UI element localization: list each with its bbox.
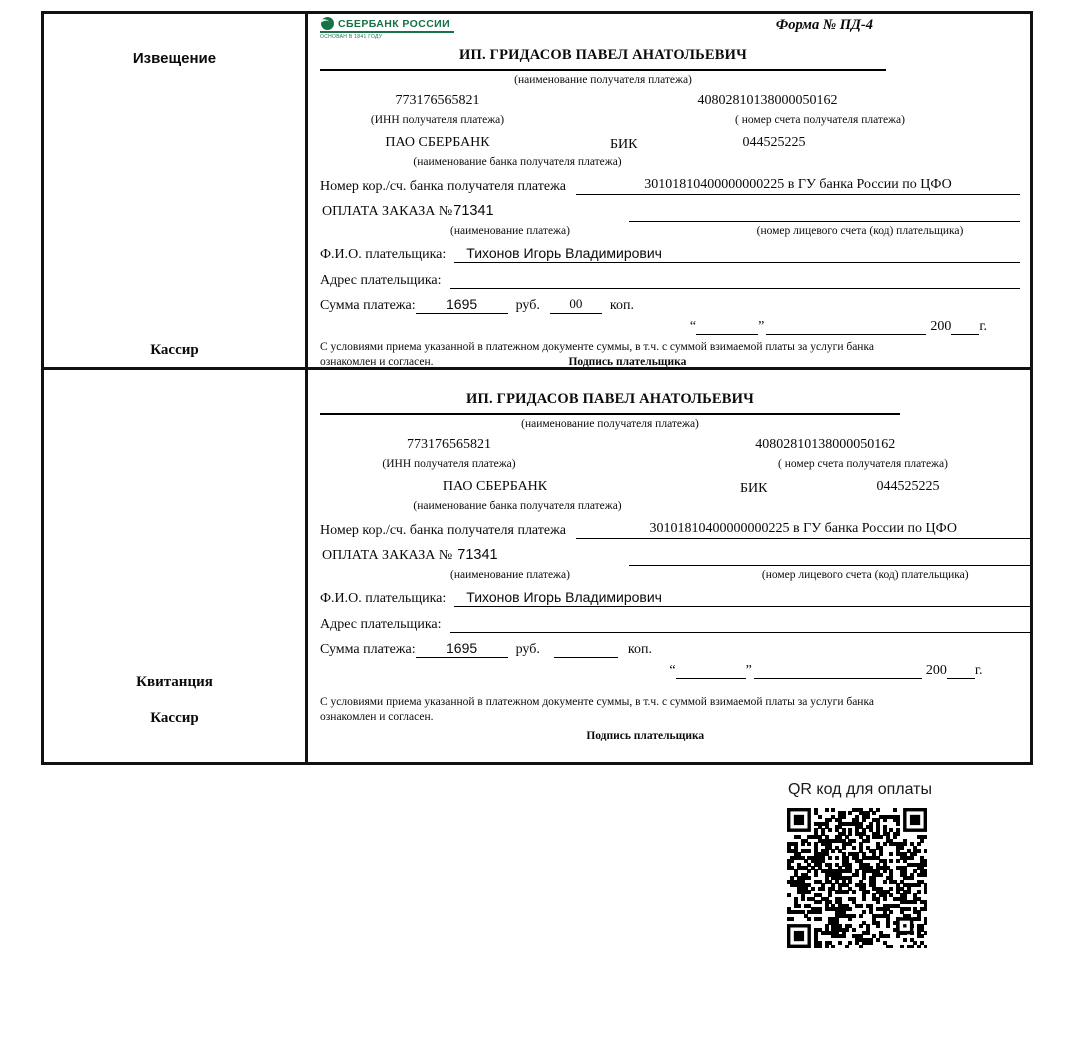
bank-name-caption: (наименование банка получателя платежа) [413, 156, 622, 168]
agreement-text [320, 695, 1031, 724]
bik-label: БИК [610, 137, 638, 152]
payee-name: ИП. ГРИДАСОВ ПАВЕЛ АНАТОЛЬЕВИЧ [320, 389, 900, 415]
sum-rub-value: 1695 [416, 296, 508, 314]
notice-label: Извещение [132, 50, 217, 67]
bik-value: 044525225 [876, 479, 940, 494]
bik-value: 044525225 [742, 135, 806, 150]
payer-code-blank-line [629, 546, 1031, 566]
quote-open: “ [669, 663, 676, 678]
bik-label: БИК [740, 481, 768, 496]
year-prefix: 200 [925, 663, 947, 678]
order-number-value: 71341 [457, 547, 498, 563]
order-number-value: 71341 [453, 203, 494, 219]
payee-inn-value: 773176565821 [407, 437, 491, 452]
payer-address-label: Адрес плательщика: [320, 273, 442, 288]
payer-address-blank [450, 270, 1020, 289]
corr-account-value: 30101810400000000225 в ГУ банка России по ЦФО [576, 177, 1020, 195]
agreement-line1: С условиями приема указанной в платежном документе суммы, в т.ч. с суммой взимаемой платы за услуги банка [320, 696, 874, 708]
payee-account-value: 40802810138000050162 [697, 93, 838, 108]
agreement-line1: С условиями приема указанной в платежном документе суммы, в т.ч. с суммой взимаемой платы за услуги банка [320, 341, 874, 353]
account-caption: ( номер счета получателя платежа) [735, 114, 905, 126]
sum-label: Сумма платежа: [320, 298, 416, 313]
payer-fio-label: Ф.И.О. плательщика: [320, 591, 447, 606]
payee-name-caption: (наименование получателя платежа) [514, 74, 692, 86]
sberbank-logo-subtext: ОСНОВАН В 1841 ГОДУ [320, 34, 383, 40]
corr-account-label: Номер кор./сч. банка получателя платежа [320, 179, 566, 194]
agreement-line2: ознакомлен и согласен. [320, 355, 434, 368]
bank-name-value: ПАО СБЕРБАНК [442, 479, 548, 494]
payee-name-caption: (наименование получателя платежа) [521, 418, 699, 430]
payer-code-caption: (номер лицевого счета (код) плательщика) [756, 225, 964, 237]
cashier-label: Кассир [150, 710, 199, 726]
kop-label: коп. [627, 642, 652, 657]
year-prefix: 200 [930, 319, 952, 334]
form-number-label: Форма № ПД-4 [775, 17, 873, 33]
payment-name-line [320, 547, 605, 566]
sum-kop-blank [554, 656, 618, 658]
sberbank-logo-text: СБЕРБАНК РОССИИ [338, 17, 451, 30]
date-year-blank [947, 678, 975, 679]
year-suffix: г. [974, 663, 983, 678]
date-day-blank [676, 678, 746, 679]
agreement-text [320, 340, 1020, 369]
kop-label: коп. [609, 298, 634, 313]
payment-name-label: ОПЛАТА ЗАКАЗА № [322, 204, 453, 219]
rub-label: руб. [515, 642, 540, 657]
quote-close: ” [745, 663, 752, 678]
date-month-blank [754, 678, 922, 679]
account-caption: ( номер счета получателя платежа) [778, 458, 948, 470]
payment-name-label: ОПЛАТА ЗАКАЗА № [322, 548, 453, 563]
inn-caption: (ИНН получателя платежа) [382, 458, 516, 470]
rub-label: руб. [515, 298, 540, 313]
corr-account-label: Номер кор./сч. банка получателя платежа [320, 523, 566, 538]
date-month-blank [766, 334, 926, 335]
payer-address-blank [450, 614, 1031, 633]
receipt-content [308, 370, 1041, 762]
year-suffix: г. [979, 319, 987, 334]
payee-account-value: 40802810138000050162 [755, 437, 896, 452]
quote-open: “ [689, 319, 697, 334]
payment-name-caption: (наименование платежа) [450, 225, 570, 237]
receipt-side-column [44, 370, 308, 762]
sum-rub-value: 1695 [416, 640, 508, 658]
qr-code-label: QR код для оплаты [787, 781, 932, 798]
receipt-section [44, 370, 1030, 762]
sum-kop-value: 00 [550, 296, 602, 314]
pd4-form [41, 11, 1033, 765]
receipt-label: Квитанция [136, 674, 213, 690]
date-year-blank [951, 334, 979, 335]
agreement-line2: ознакомлен и согласен. [320, 710, 434, 723]
payer-signature-label: Подпись плательщика [586, 730, 705, 742]
bank-name-caption: (наименование банка получателя платежа) [413, 500, 622, 512]
sberbank-logo-icon [321, 17, 334, 30]
payer-code-caption: (номер лицевого счета (код) плательщика) [761, 569, 969, 581]
bank-name-value: ПАО СБЕРБАНК [385, 135, 490, 150]
date-line [320, 663, 983, 679]
payer-fio-value: Тихонов Игорь Владимирович [454, 589, 1030, 607]
payer-fio-value: Тихонов Игорь Владимирович [454, 245, 1020, 263]
payer-code-blank-line [629, 202, 1020, 222]
qr-code [787, 808, 927, 948]
payment-name-line [320, 203, 605, 222]
sum-label: Сумма платежа: [320, 642, 416, 657]
notice-side-column [44, 14, 308, 367]
payer-fio-label: Ф.И.О. плательщика: [320, 247, 447, 262]
payee-inn-value: 773176565821 [395, 93, 480, 108]
notice-section [44, 14, 1030, 370]
corr-account-value: 30101810400000000225 в ГУ банка России по ЦФО [576, 521, 1031, 539]
inn-caption: (ИНН получателя платежа) [370, 114, 505, 126]
notice-content [308, 14, 1030, 367]
payer-signature-label: Подпись плательщика [568, 355, 687, 368]
payment-name-caption: (наименование платежа) [450, 569, 570, 581]
quote-close: ” [758, 319, 765, 334]
payer-address-label: Адрес плательщика: [320, 617, 442, 632]
date-day-blank [696, 334, 758, 335]
payee-name: ИП. ГРИДАСОВ ПАВЕЛ АНАТОЛЬЕВИЧ [320, 47, 886, 71]
sberbank-logo [320, 17, 454, 40]
date-line [320, 319, 987, 335]
cashier-label: Кассир [150, 342, 199, 358]
